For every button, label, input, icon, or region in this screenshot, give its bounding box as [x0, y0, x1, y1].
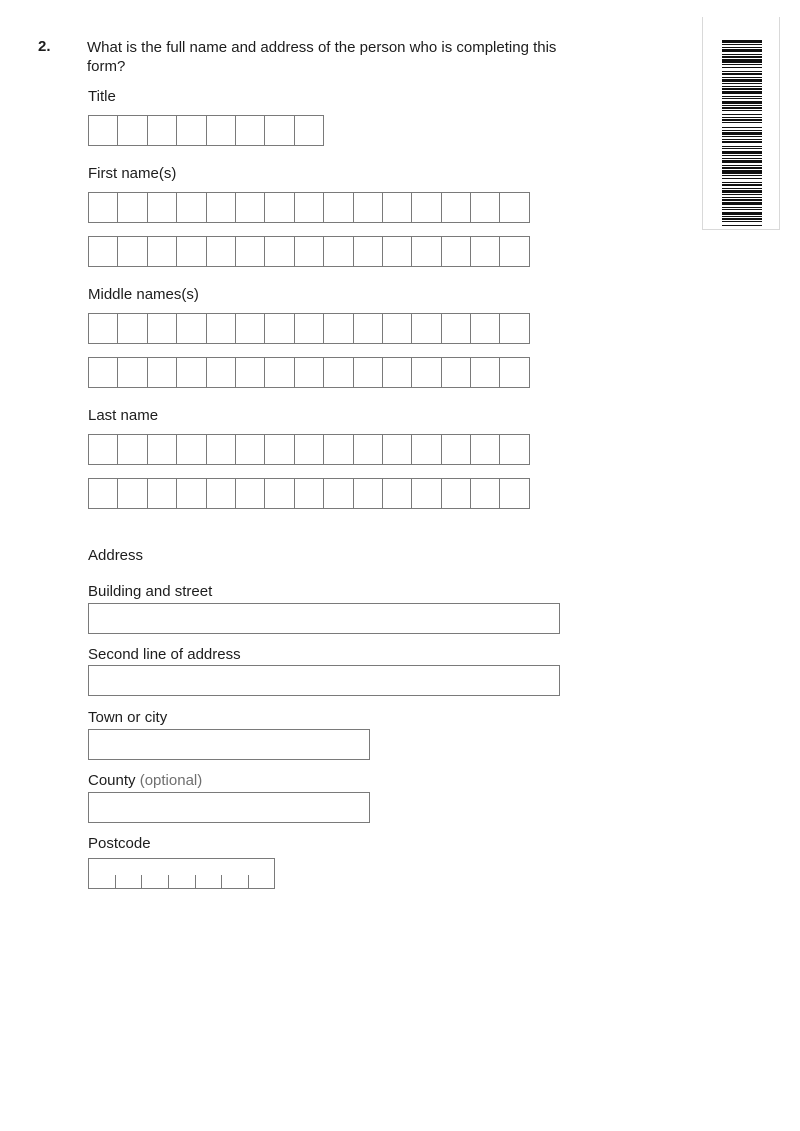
address-heading: Address	[88, 547, 144, 564]
barcode-bar	[722, 110, 762, 111]
barcode-bar	[722, 54, 762, 55]
second-line-field[interactable]	[88, 665, 560, 696]
barcode-bar	[722, 155, 762, 156]
character-box[interactable]	[206, 192, 236, 223]
postcode-divider	[248, 875, 249, 888]
barcode-bar	[722, 218, 762, 220]
barcode-bar	[722, 64, 762, 65]
character-box[interactable]	[411, 313, 441, 344]
postcode-field[interactable]	[88, 858, 275, 889]
character-box[interactable]	[117, 192, 147, 223]
barcode-bar	[722, 184, 762, 186]
character-box[interactable]	[441, 236, 471, 267]
character-box[interactable]	[176, 434, 206, 465]
barcode-bar	[722, 130, 762, 131]
character-box[interactable]	[294, 313, 324, 344]
character-box[interactable]	[147, 434, 177, 465]
character-box[interactable]	[117, 478, 147, 509]
character-box[interactable]	[499, 313, 529, 344]
barcode-bar	[722, 190, 762, 193]
character-box[interactable]	[411, 434, 441, 465]
character-box[interactable]	[323, 236, 353, 267]
character-box[interactable]	[88, 357, 118, 388]
character-box[interactable]	[382, 236, 412, 267]
character-box[interactable]	[147, 192, 177, 223]
barcode-bar	[722, 77, 762, 78]
barcode-bar	[722, 221, 762, 222]
character-box[interactable]	[353, 192, 383, 223]
barcode-bar	[722, 71, 762, 72]
character-box[interactable]	[353, 357, 383, 388]
character-box[interactable]	[499, 434, 529, 465]
character-box[interactable]	[441, 357, 471, 388]
character-box[interactable]	[323, 313, 353, 344]
barcode-bar	[722, 117, 762, 118]
character-box[interactable]	[117, 434, 147, 465]
title-boxes[interactable]	[88, 115, 324, 146]
barcode-bar	[722, 101, 762, 104]
barcode-bar	[722, 197, 762, 198]
character-box[interactable]	[382, 478, 412, 509]
barcode-bar	[722, 170, 762, 174]
barcode-bar	[722, 105, 762, 106]
character-box[interactable]	[470, 434, 500, 465]
character-box[interactable]	[176, 115, 206, 146]
barcode-bar	[722, 119, 762, 121]
character-box[interactable]	[294, 357, 324, 388]
barcode-bar	[722, 139, 762, 140]
barcode-bar	[722, 67, 762, 68]
barcode-bar	[722, 225, 762, 226]
character-box[interactable]	[382, 313, 412, 344]
character-box[interactable]	[235, 313, 265, 344]
barcode-bar	[722, 136, 762, 137]
character-box[interactable]	[88, 236, 118, 267]
character-box[interactable]	[88, 192, 118, 223]
character-box[interactable]	[294, 478, 324, 509]
barcode-bar	[722, 83, 762, 84]
character-box[interactable]	[411, 478, 441, 509]
character-box[interactable]	[235, 192, 265, 223]
barcode-bar	[722, 96, 762, 97]
character-box[interactable]	[294, 434, 324, 465]
barcode-bar	[722, 73, 762, 75]
barcode-bar	[722, 194, 762, 195]
postcode-divider	[221, 875, 222, 888]
barcode-bar	[722, 202, 762, 205]
postcode-divider	[168, 875, 169, 888]
barcode-bar	[722, 165, 762, 166]
character-box[interactable]	[411, 357, 441, 388]
character-box[interactable]	[176, 478, 206, 509]
barcode-bar	[722, 158, 762, 159]
barcode-bar	[722, 178, 762, 179]
character-box[interactable]	[382, 434, 412, 465]
barcode-bar	[722, 88, 762, 90]
character-box[interactable]	[147, 478, 177, 509]
character-box[interactable]	[88, 478, 118, 509]
barcode-bar	[722, 151, 762, 154]
character-box[interactable]	[382, 357, 412, 388]
character-box[interactable]	[176, 357, 206, 388]
barcode-bar	[722, 91, 762, 94]
character-box[interactable]	[470, 478, 500, 509]
barcode-bar	[722, 188, 762, 189]
character-box[interactable]	[206, 313, 236, 344]
character-box[interactable]	[294, 192, 324, 223]
character-box[interactable]	[264, 313, 294, 344]
optional-hint: (optional)	[139, 772, 203, 789]
character-box[interactable]	[117, 313, 147, 344]
second-line-label: Second line of address	[88, 646, 241, 663]
character-box[interactable]	[441, 313, 471, 344]
character-box[interactable]	[353, 478, 383, 509]
character-box[interactable]	[264, 115, 294, 146]
middle-names-label: Middle names(s)	[88, 286, 199, 303]
barcode-bar	[722, 209, 762, 210]
character-box[interactable]	[176, 313, 206, 344]
barcode-bar	[722, 207, 762, 208]
character-box[interactable]	[470, 192, 500, 223]
barcode-bar	[722, 59, 762, 63]
character-box[interactable]	[470, 313, 500, 344]
character-box[interactable]	[147, 357, 177, 388]
character-box[interactable]	[235, 434, 265, 465]
barcode-bar	[722, 56, 762, 58]
character-box[interactable]	[499, 357, 529, 388]
character-box[interactable]	[264, 434, 294, 465]
character-box[interactable]	[323, 478, 353, 509]
character-box[interactable]	[441, 478, 471, 509]
first-names-boxes-1[interactable]	[88, 192, 530, 223]
character-box[interactable]	[88, 434, 118, 465]
character-box[interactable]	[117, 357, 147, 388]
postcode-divider	[115, 875, 116, 888]
barcode-bar	[722, 98, 762, 99]
character-box[interactable]	[206, 478, 236, 509]
character-box[interactable]	[441, 434, 471, 465]
first-names-label: First name(s)	[88, 165, 177, 182]
character-box[interactable]	[411, 192, 441, 223]
character-box[interactable]	[264, 357, 294, 388]
character-box[interactable]	[264, 192, 294, 223]
character-box[interactable]	[117, 236, 147, 267]
character-box[interactable]	[264, 478, 294, 509]
character-box[interactable]	[499, 236, 529, 267]
character-box[interactable]	[117, 115, 147, 146]
barcode-bar	[722, 212, 762, 215]
character-box[interactable]	[470, 357, 500, 388]
barcode-bar	[722, 160, 762, 163]
barcode-bar	[722, 47, 762, 48]
character-box[interactable]	[353, 434, 383, 465]
character-box[interactable]	[264, 236, 294, 267]
character-box[interactable]	[88, 313, 118, 344]
character-box[interactable]	[206, 434, 236, 465]
character-box[interactable]	[235, 357, 265, 388]
character-box[interactable]	[176, 236, 206, 267]
barcode-bar	[722, 148, 762, 149]
barcode-icon	[722, 40, 762, 228]
town-label: Town or city	[88, 709, 168, 726]
building-field[interactable]	[88, 603, 560, 634]
character-box[interactable]	[470, 236, 500, 267]
last-name-label: Last name	[88, 407, 159, 424]
character-box[interactable]	[206, 236, 236, 267]
character-box[interactable]	[294, 236, 324, 267]
county-label-text: County	[88, 772, 136, 789]
barcode-bar	[722, 44, 762, 45]
character-box[interactable]	[323, 192, 353, 223]
county-field[interactable]	[88, 792, 370, 823]
character-box[interactable]	[235, 236, 265, 267]
barcode-bar	[722, 182, 762, 183]
barcode-bar	[722, 107, 762, 109]
postcode-divider	[195, 875, 196, 888]
character-box[interactable]	[206, 115, 236, 146]
character-box[interactable]	[294, 115, 324, 146]
barcode-bar	[722, 199, 762, 201]
character-box[interactable]	[147, 115, 177, 146]
character-box[interactable]	[235, 478, 265, 509]
barcode-bar	[722, 40, 762, 43]
first-names-boxes-2[interactable]	[88, 236, 530, 267]
barcode-bar	[722, 167, 762, 169]
building-label: Building and street	[88, 583, 213, 600]
character-box[interactable]	[323, 434, 353, 465]
character-box[interactable]	[499, 192, 529, 223]
last-name-boxes-2[interactable]	[88, 478, 530, 509]
title-label: Title	[88, 88, 116, 105]
barcode-bar	[722, 216, 762, 217]
barcode-bar	[722, 127, 762, 128]
question-number: 2.	[38, 38, 51, 55]
middle-names-boxes-2[interactable]	[88, 357, 530, 388]
character-box[interactable]	[176, 192, 206, 223]
postcode-label: Postcode	[88, 835, 151, 852]
town-field[interactable]	[88, 729, 370, 760]
question-text: What is the full name and address of the person who is completing this form?	[87, 39, 557, 75]
character-box[interactable]	[147, 236, 177, 267]
barcode-bar	[722, 49, 762, 52]
character-box[interactable]	[353, 236, 383, 267]
character-box[interactable]	[206, 357, 236, 388]
barcode-bar	[722, 146, 762, 147]
character-box[interactable]	[353, 313, 383, 344]
barcode-bar	[722, 141, 762, 143]
last-name-boxes-1[interactable]	[88, 434, 530, 465]
middle-names-boxes-1[interactable]	[88, 313, 530, 344]
barcode-bar	[722, 79, 762, 82]
barcode-bar	[722, 86, 762, 87]
barcode-panel	[702, 17, 780, 230]
character-box[interactable]	[499, 478, 529, 509]
character-box[interactable]	[441, 192, 471, 223]
character-box[interactable]	[411, 236, 441, 267]
county-label	[88, 772, 202, 790]
character-box[interactable]	[235, 115, 265, 146]
character-box[interactable]	[323, 357, 353, 388]
character-box[interactable]	[382, 192, 412, 223]
character-box[interactable]	[88, 115, 118, 146]
barcode-bar	[722, 175, 762, 176]
postcode-divider	[141, 875, 142, 888]
character-box[interactable]	[147, 313, 177, 344]
barcode-bar	[722, 132, 762, 135]
barcode-bar	[722, 114, 762, 115]
barcode-bar	[722, 122, 762, 123]
